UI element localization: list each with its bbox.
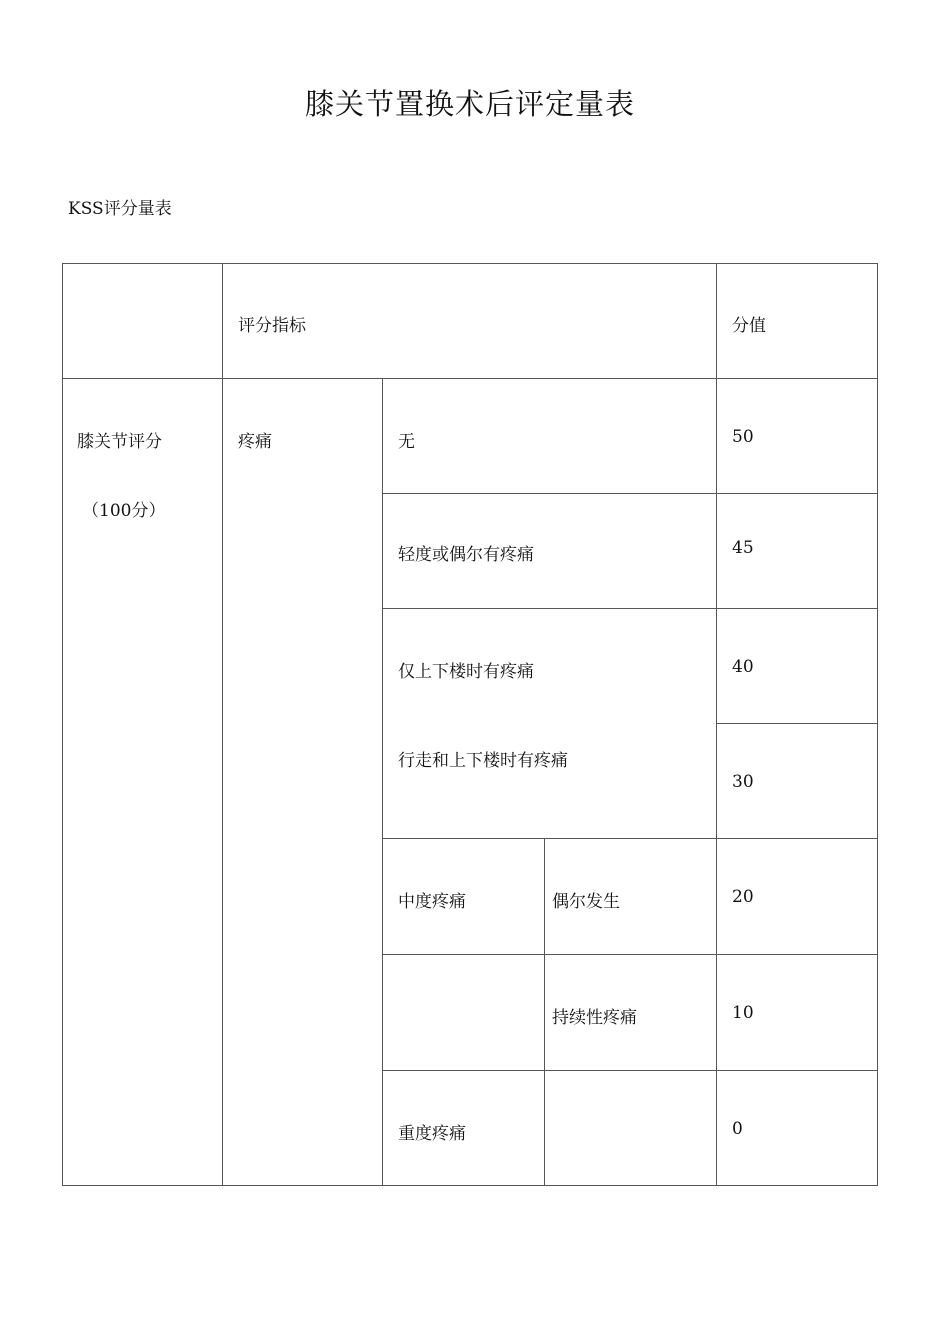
- column-divider: [222, 263, 223, 1186]
- row-label: 无: [398, 432, 415, 452]
- row-label: 中度疼痛: [398, 892, 466, 912]
- section-name: 膝关节评分: [77, 432, 162, 452]
- table-border-bottom: [62, 1185, 878, 1186]
- row-divider: [382, 1070, 878, 1071]
- row-divider: [382, 608, 878, 609]
- table-header-divider: [62, 378, 878, 379]
- column-divider: [382, 378, 383, 1186]
- section-total: （100分）: [82, 501, 166, 521]
- row-score: 40: [732, 657, 754, 677]
- column-divider: [716, 263, 717, 1186]
- table-border-top: [62, 263, 878, 264]
- row-divider: [382, 493, 878, 494]
- column-divider: [544, 838, 545, 1186]
- row-divider: [382, 954, 878, 955]
- row-score: 50: [732, 427, 754, 447]
- row-score: 30: [732, 772, 754, 792]
- row-sublabel: 偶尔发生: [552, 892, 620, 912]
- row-divider: [382, 838, 878, 839]
- row-score: 45: [732, 538, 754, 558]
- row-sublabel: 持续性疼痛: [552, 1008, 637, 1028]
- row-score: 0: [732, 1119, 743, 1139]
- category-pain: 疼痛: [238, 432, 272, 452]
- scale-subtitle: KSS评分量表: [68, 199, 172, 219]
- header-score: 分值: [732, 316, 766, 336]
- row-score: 10: [732, 1003, 754, 1023]
- row-label: 行走和上下楼时有疼痛: [398, 751, 568, 771]
- table-border-left: [62, 263, 63, 1186]
- row-label: 重度疼痛: [398, 1124, 466, 1144]
- document-title: 膝关节置换术后评定量表: [304, 87, 635, 121]
- row-label: 轻度或偶尔有疼痛: [398, 545, 534, 565]
- header-indicator: 评分指标: [238, 316, 306, 336]
- table-border-right: [877, 263, 878, 1186]
- row-score: 20: [732, 887, 754, 907]
- row-label: 仅上下楼时有疼痛: [398, 662, 534, 682]
- row-divider: [716, 723, 878, 724]
